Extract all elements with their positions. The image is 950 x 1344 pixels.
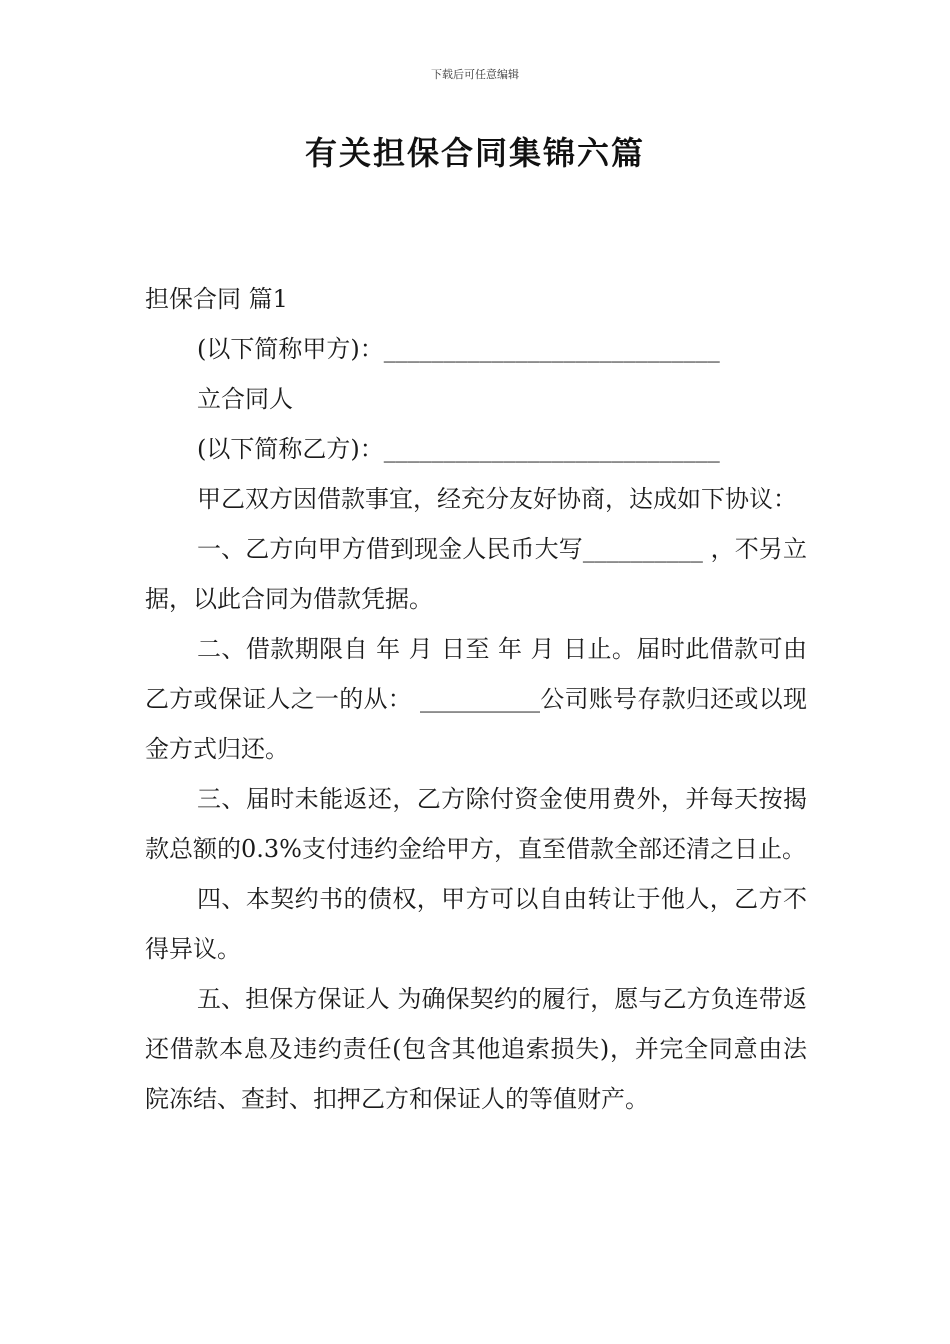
agreement-intro-paragraph: 甲乙双方因借款事宜，经充分友好协商，达成如下协议： — [197, 485, 797, 513]
contract-party-line: 立合同人 — [197, 385, 293, 413]
clause-3-paragraph: 三、届时未能返还，乙方除付资金使用费外，并每天按揭款总额的0.3%支付违约金给甲方，直至借款全部还清之日止。 — [145, 785, 807, 863]
party-a-line: (以下简称甲方)：____________________________ — [197, 335, 720, 363]
clause-5-paragraph: 五、担保方保证人 为确保契约的履行，愿与乙方负连带返还借款本息及违约责任(包含其他追索损失)，并完全同意由法院冻结、查封、扣押乙方和保证人的等值财产。 — [145, 985, 807, 1113]
clause-2-paragraph: 二、借款期限自 年 月 日至 年 月 日止。届时此借款可由乙方或保证人之一的从： __________公司账号存款归还或以现金方式归还。 — [145, 635, 807, 763]
document-body — [145, 274, 807, 1124]
clause-4-paragraph: 四、本契约书的债权，甲方可以自由转让于他人，乙方不得异议。 — [145, 885, 807, 963]
page-header-note: 下载后可任意编辑 — [431, 68, 519, 81]
party-b-line: (以下简称乙方)：____________________________ — [197, 435, 720, 463]
section-heading: 担保合同 篇1 — [145, 285, 288, 313]
clause-1-paragraph: 一、乙方向甲方借到现金人民币大写__________ ，不另立据，以此合同为借款凭据。 — [145, 535, 807, 613]
document-title: 有关担保合同集锦六篇 — [304, 134, 645, 172]
